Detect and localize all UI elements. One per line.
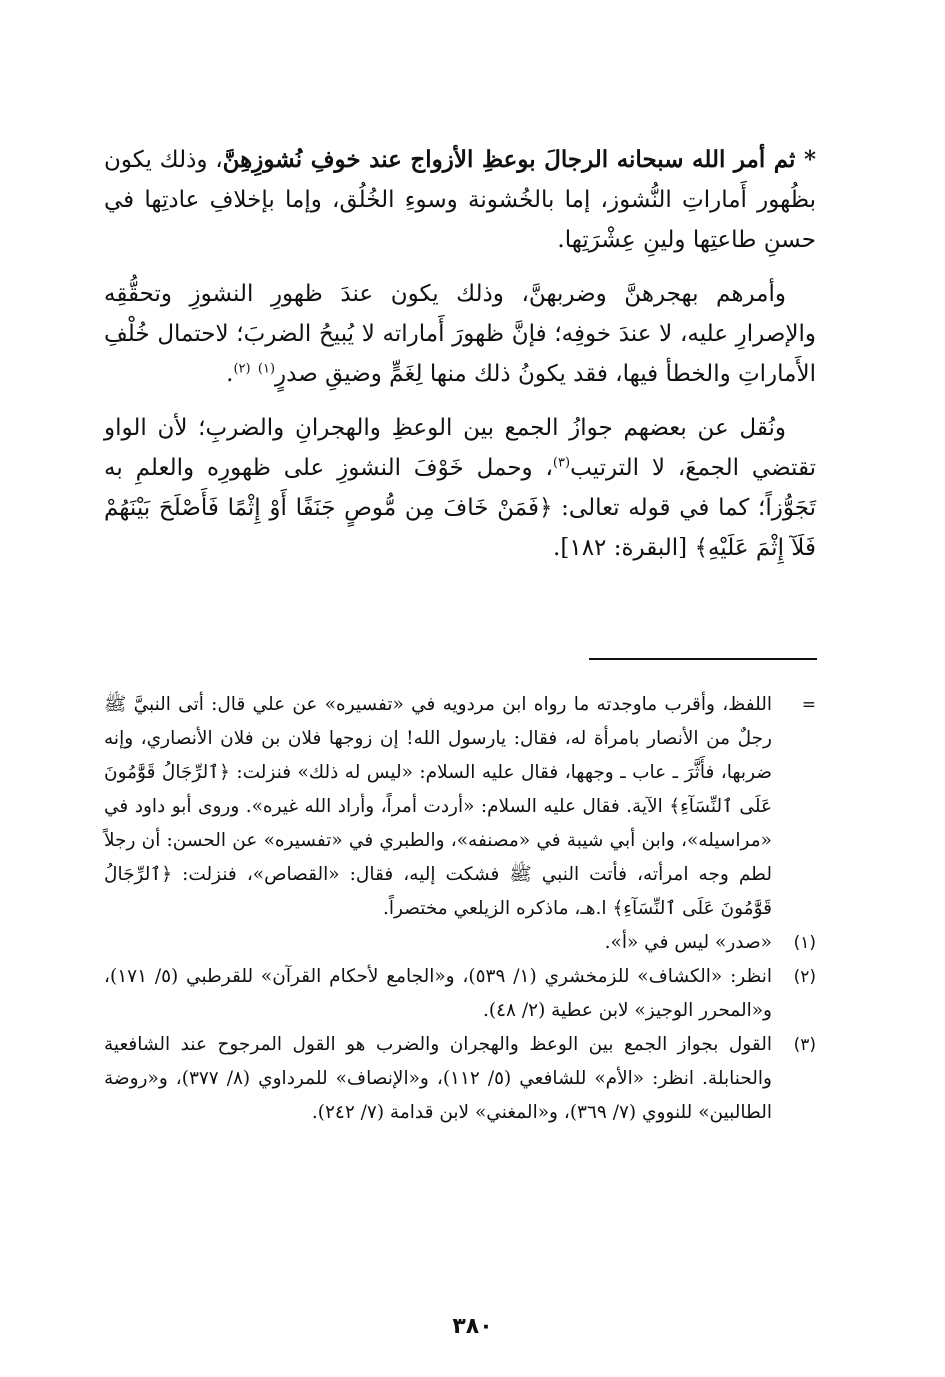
footnote-separator — [589, 658, 817, 660]
footnote-continuation-text: اللفظ، وأقرب ماوجدته ما رواه ابن مردويه في «تفسيره» عن علي قال: أتى النبيَّ ﷺ رجلٌ من الأنصار بامرأة له، فقال: يارسول الله! إن زوجها فلان بن فلان الأنصاري، وإنه ضربها، فأَثَّرَ ـ عاب ـ وجهها، فقال عليه السلام: «ليس له ذلك» فنزلت: ﴿ٱلرِّجَالُ قَوَّٰمُونَ عَلَى ٱلنِّسَآءِ﴾ الآية. فقال عليه السلام: «أردت أمراً، وأراد الله غيره». وروى أبو داود في «مراسيله»، وابن أبي شيبة في «مصنفه»، والطبري في «تفسيره» عن الحسن: أن رجلاً لطم وجه امرأته، فأتت النبي ﷺ فشكت إليه، فقال: «القصاص»، فنزلت: ﴿ٱلرِّجَالُ قَوَّٰمُونَ عَلَى ٱلنِّسَآءِ﴾ ا.هـ، ماذكره الزيلعي مختصراً. — [104, 694, 772, 919]
footnote-continuation — [104, 688, 816, 926]
footnote-ref-3[interactable]: (٣) — [552, 455, 571, 471]
paragraph-1-text: ، وذلك يكون بظُهور أَماراتِ النُّشوز، إما بالخُشونة وسوءِ الخُلُق، وإما بإخلافِ عادتِها في حسنِ طاعتِها ولينِ عِشْرَتِها. — [104, 147, 816, 253]
paragraph-3 — [104, 408, 816, 568]
footnote-3 — [104, 1028, 816, 1130]
paragraph-2 — [104, 274, 816, 394]
footnote-2 — [104, 960, 816, 1028]
paragraph-1 — [104, 140, 816, 260]
footnote-3-text: القول بجواز الجمع بين الوعظ والهجران والضرب هو القول المرجوح عند الشافعية والحنابلة. انظر: «الأم» للشافعي (٥/ ١١٢)، و«الإنصاف» للمرداوي (٨/ ٣٧٧)، و«روضة الطالبين» للنووي (٧/ ٣٦٩)، و«المغني» لابن قدامة (٧/ ٢٤٢). — [104, 1034, 772, 1123]
page-number: ٣٨٠ — [452, 1314, 493, 1339]
footnote-1-text: «صدر» ليس في «أ». — [604, 932, 772, 953]
footnote-ref-2[interactable]: (٢) — [233, 361, 251, 377]
footnote-1 — [104, 926, 816, 960]
paragraph-1-bold-lead: ثم أمر الله سبحانه الرجالَ بوعظِ الأزواج عند خوفِ نُشوزِهِنَّ — [222, 146, 796, 173]
footnote-2-mark: (٢) — [793, 967, 816, 987]
footnote-1-mark: (١) — [793, 933, 816, 953]
paragraph-1-star: * — [795, 146, 816, 173]
footnote-2-text: انظر: «الكشاف» للزمخشري (١/ ٥٣٩)، و«الجامع لأحكام القرآن» للقرطبي (٥/ ١٧١)، و«المحرر الوجيز» لابن عطية (٢/ ٤٨). — [104, 966, 772, 1021]
main-body-text — [104, 140, 816, 582]
paragraph-2-text: وأمرهم بهجرهنَّ وضربهنَّ، وذلك يكون عندَ ظهورِ النشوزِ وتحقُّقِه والإصرارِ عليه، لا عندَ خوفِه؛ فإنَّ ظهورَ أَماراته لا يُبيحُ الضربَ؛ لاحتمال خُلْفِ الأَماراتِ والخطأ فيها، فقد يكونُ ذلك منها لِغَمٍّ وضيقِ صدرٍ — [104, 281, 816, 387]
footnotes-section — [104, 688, 816, 1130]
paragraph-2-end: . — [226, 361, 234, 387]
paragraph-3-text-b: ، وحمل خَوْفَ النشوزِ على ظهورِه والعلمِ به تَجَوُّزاً؛ كما في قوله تعالى: ﴿فَمَنْ خَافَ مِن مُّوصٍ جَنَفًا أَوْ إِثْمًا فَأَصْلَحَ بَيْنَهُمْ فَلَآ إِثْمَ عَلَيْهِ﴾ [البقرة: ١٨٢]. — [104, 455, 816, 561]
continuation-mark: = — [801, 695, 816, 715]
paragraph-3-text-a: ونُقل عن بعضهم جوازُ الجمع بين الوعظِ والهجرانِ والضربِ؛ لأن الواو تقتضي الجمعَ، لا الترتيب — [104, 415, 816, 481]
footnote-3-mark: (٣) — [793, 1035, 816, 1055]
footnote-ref-1[interactable]: (١) — [257, 361, 276, 377]
